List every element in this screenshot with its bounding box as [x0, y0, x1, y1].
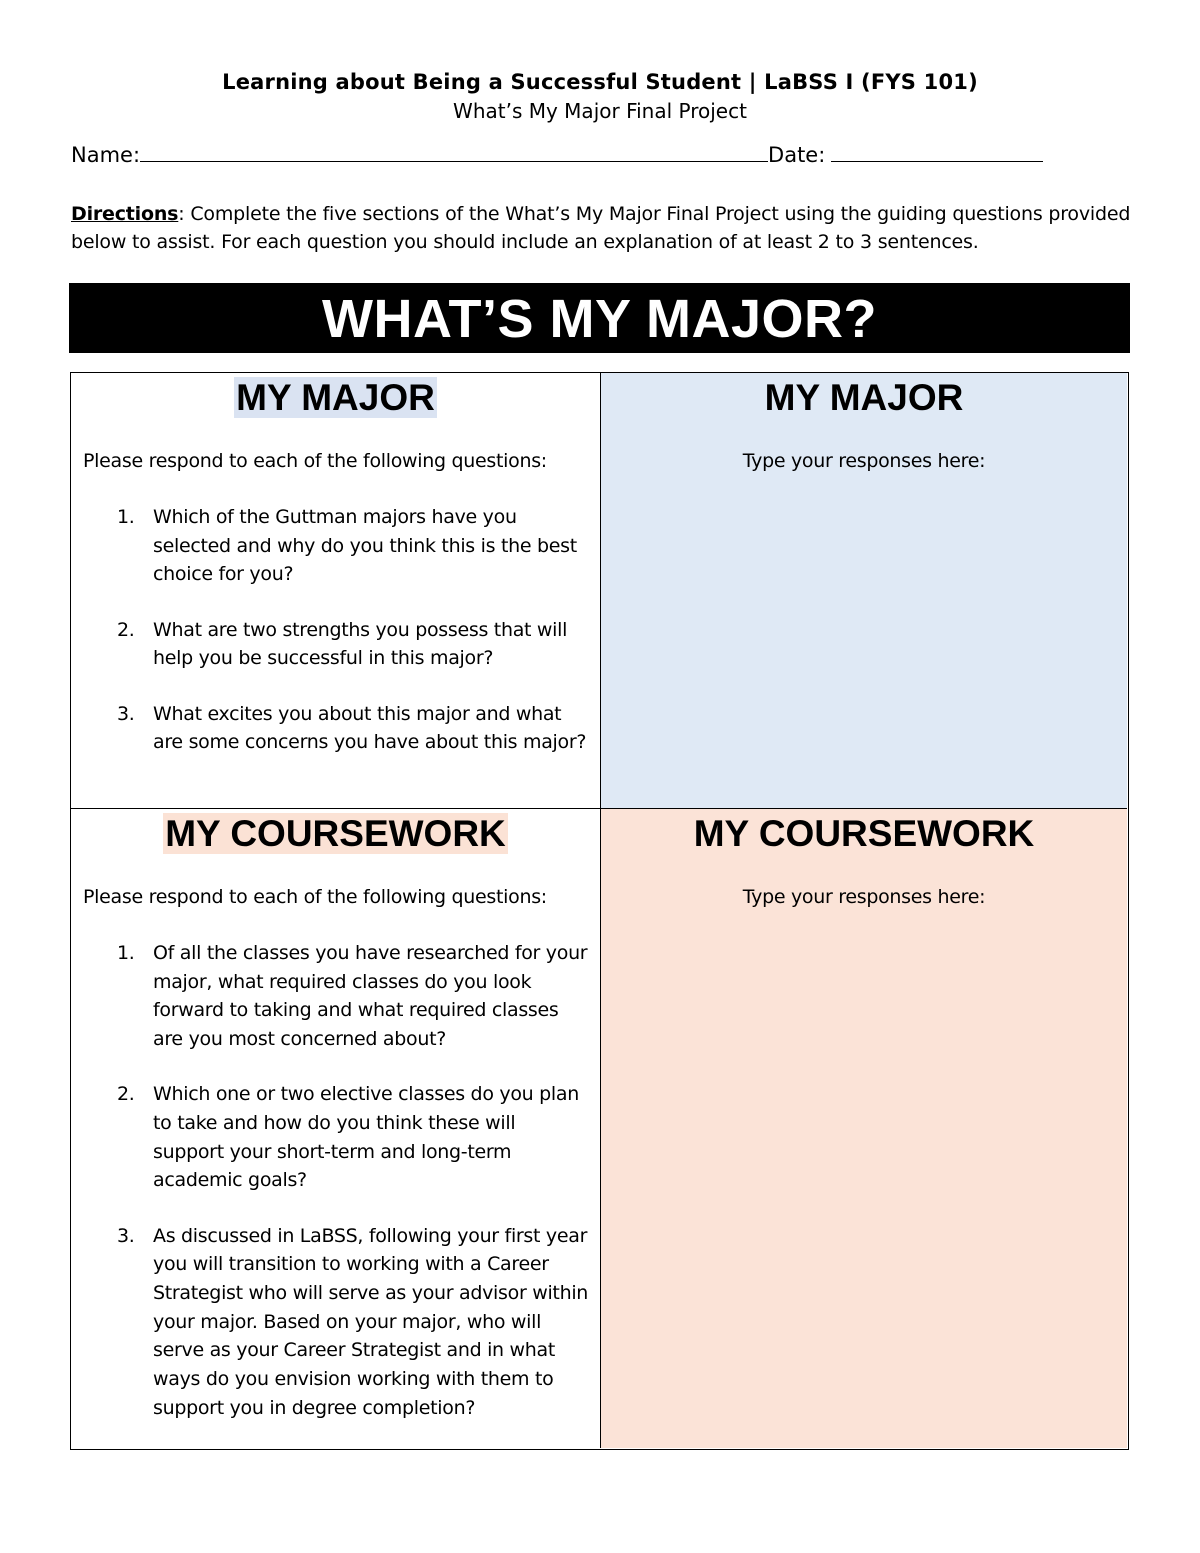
question-number: 2.: [117, 618, 135, 641]
name-label: Name:: [71, 143, 141, 167]
major-response-cell[interactable]: [601, 373, 1127, 809]
coursework-response-heading: MY COURSEWORK: [693, 813, 1035, 854]
major-heading-text: MY MAJOR: [236, 377, 435, 418]
coursework-response-cell[interactable]: [601, 809, 1127, 1448]
coursework-heading-text: MY COURSEWORK: [165, 813, 506, 854]
name-field-line[interactable]: [140, 159, 768, 162]
major-question-list: [71, 503, 591, 783]
main-banner: WHAT’S MY MAJOR?: [69, 283, 1130, 353]
coursework-prompt: Please respond to each of the following questions:: [83, 886, 547, 908]
question-text: Which of the Guttman majors have you selected and why do you think this is the best choice for you?: [153, 506, 577, 586]
coursework-question: [71, 1222, 591, 1423]
major-response-heading: MY MAJOR: [764, 377, 964, 418]
question-text: Which one or two elective classes do you plan to take and how do you think these will support your short-term and long-term academic goals?: [153, 1083, 579, 1192]
directions-colon: :: [178, 203, 185, 225]
question-text: Of all the classes you have researched for your major, what required classes do you look forward to taking and what required classes are you most concerned about?: [153, 942, 588, 1051]
directions-paragraph: [71, 200, 1131, 256]
question-number: 1.: [117, 942, 135, 964]
question-text: What excites you about this major and what are some concerns you have about this major?: [153, 702, 587, 754]
directions-text: Complete the five sections of the What’s My Major Final Project using the guiding questions provided below to assist. For each question you should include an explanation of at least 2 to 3 sentences.: [71, 203, 1131, 253]
document-title: Learning about Being a Successful Student | LaBSS I (FYS 101): [222, 70, 978, 94]
major-question: [71, 700, 591, 757]
date-field-line[interactable]: [831, 159, 1043, 162]
name-date-row: [71, 143, 1043, 167]
coursework-response-prompt: Type your responses here:: [742, 886, 986, 908]
question-number: 1.: [117, 506, 135, 528]
coursework-question: [71, 939, 591, 1054]
major-prompt: Please respond to each of the following questions:: [83, 450, 547, 472]
major-question: [71, 503, 591, 589]
major-heading: [71, 375, 600, 421]
project-table: [70, 372, 1129, 1450]
question-number: 3.: [117, 1224, 135, 1247]
date-label: Date:: [768, 143, 826, 167]
coursework-heading: [71, 811, 600, 857]
coursework-questions-cell: [71, 809, 601, 1448]
directions-label: Directions: [71, 203, 179, 225]
major-question: [71, 616, 591, 673]
question-number: 2.: [117, 1083, 135, 1106]
question-number: 3.: [117, 702, 135, 725]
coursework-question-list: [71, 939, 591, 1449]
major-response-prompt: Type your responses here:: [742, 450, 986, 472]
question-text: As discussed in LaBSS, following your first year you will transition to working with a Career Strategist who will serve as your advisor within your major. Based on your major, who will serve as your Career Strategist and in what ways do you envision working with them to support you in degree completion?: [153, 1224, 589, 1419]
major-questions-cell: [71, 373, 601, 809]
document-subtitle: What’s My Major Final Project: [453, 99, 747, 123]
question-text: What are two strengths you possess that will help you be successful in this major?: [153, 618, 568, 670]
coursework-question: [71, 1080, 591, 1195]
